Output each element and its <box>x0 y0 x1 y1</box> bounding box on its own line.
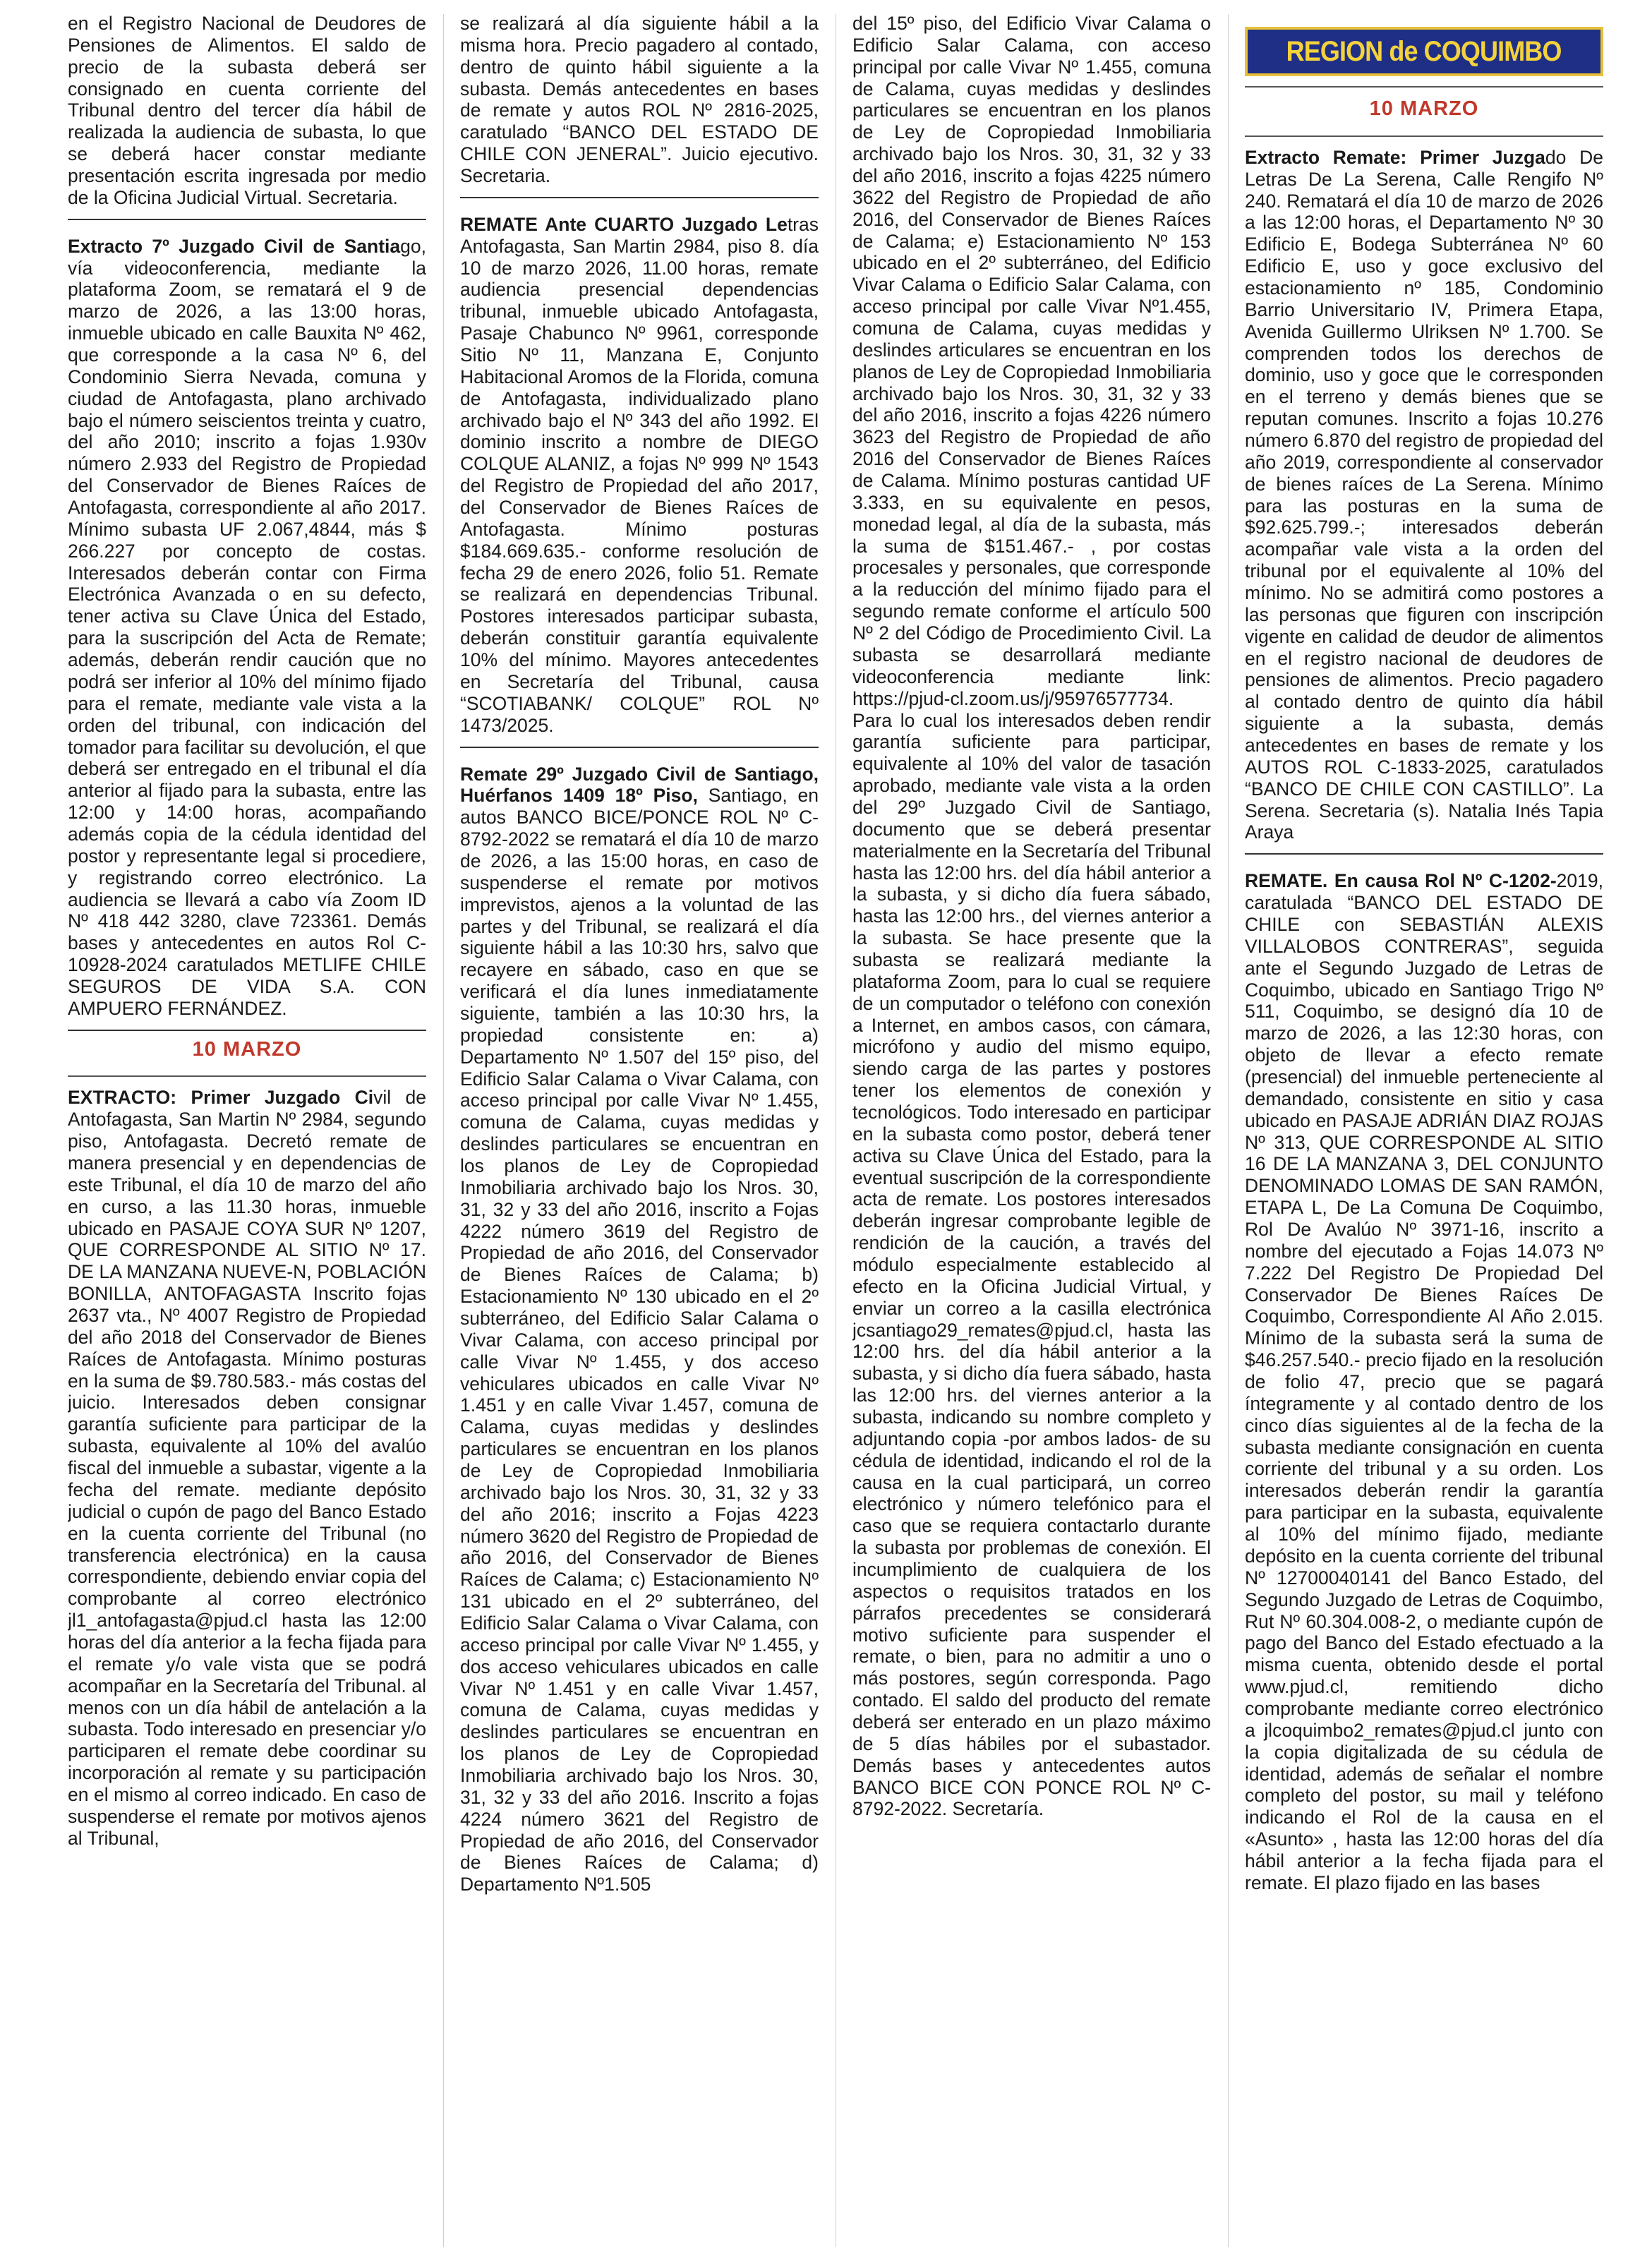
notice-heading: Extracto Remate: Primer Juzga <box>1245 146 1545 168</box>
notice-separator <box>460 197 819 198</box>
column-2 <box>460 13 819 2250</box>
column-4 <box>1245 13 1603 2250</box>
region-title: REGION de COQUIMBO <box>1286 35 1562 67</box>
notice-primer-juzgado-la-serena <box>1245 147 1603 844</box>
column-1 <box>68 13 426 2250</box>
notice-29-juzgado-santiago <box>460 764 819 1896</box>
notice-body: Santiago, en autos BANCO BICE/PONCE ROL Nº C-8792-2022 se rematará el día 10 de marzo de 2026, a las 15:00 horas, en caso de suspenderse el remate por motivos imprevistos, ajenos a la voluntad de las partes y del Tribunal, se realizará el día siguiente hábil a las 10:30 hrs, salvo que recayere en sábado, caso en que se verificará el día lunes inmediatamente siguiente, también a las 10:30 hrs, la propiedad consistente en: a) Departamento Nº 1.507 del 15º piso, del Edificio Salar Calama o Vivar Calama, con acceso principal por calle Vivar Nº 1.455, comuna de Calama, cuyas medidas y deslindes particulares se encuentran en los planos de Ley de Copropiedad Inmobiliaria archivado bajo los Nros. 30, 31, 32 y 33 del año 2016, inscrito a Fojas 4222 número 3619 del Registro de Propiedad de año 2016, del Conservador de Bienes Raíces de Calama; b) Estacionamiento Nº 130 ubicado en el 2º subterráneo, del Edificio Salar Calama o Vivar Calama, con acceso principal por calle Vivar Nº 1.455, y dos acceso vehiculares ubicados en calle Vivar Nº 1.451 y en calle Vivar 1.457, comuna de Calama, cuyas medidas y deslindes particulares se encuentran en los planos de Ley de Copropiedad Inmobiliaria archivado bajo los Nros. 30, 31, 32 y 33 del año 2016; inscrito a Fojas 4223 número 3620 del Registro de Propiedad de año 2016, del Conservador de Bienes Raíces de Calama; c) Estacionamiento Nº 131 ubicado en el 2º subterráneo, del Edificio Salar Calama o Vivar Calama, con acceso principal por calle Vivar Nº 1.455, y dos acceso vehiculares ubicados en calle Vivar Nº 1.451 y en calle Vivar 1.457, comuna de Calama, cuyas medidas y deslindes particulares se encuentran en los planos de Ley de Copropiedad Inmobiliaria archivado bajo los Nros. 30, 31, 32 y 33 del año 2016. Inscrito a fojas 4224 número 3621 del Registro de Propiedad de año 2016, del Conservador de Bienes Raíces de Calama; d) Departamento Nº1.505 <box>460 785 819 1895</box>
date-heading: 10 MARZO <box>1369 97 1479 120</box>
notice-body: 2019, caratulada “BANCO DEL ESTADO DE CHILE con SEBASTIÁN ALEXIS VILLALOBOS CONTRERAS”, seguida ante el Segundo Juzgado de Letras de Coquimbo, ubicado en Santiago Trigo Nº 511, Coquimbo, se designó día 10 de marzo de 2026, a las 12:30 horas, con objeto de llevar a efecto remate (presencial) del inmueble perteneciente al demandado, consistente en sitio y casa ubicado en PASAJE ADRIÁN DIAZ ROJAS Nº 313, QUE CORRESPONDE AL SITIO 16 DE LA MANZANA 3, DEL CONJUNTO DENOMINADO LOMAS DE SAN RAMÓN, ETAPA L, De La Comuna De Coquimbo, Rol De Avalúo Nº 3971-16, inscrito a nombre del ejecutado a Fojas 14.073 Nº 7.222 Del Registro De Propiedad Del Conservador De Bienes Raíces De Coquimbo, Correspondiente Al Año 2.015. Mínimo de la subasta será la suma de $46.257.540.- precio fijado en la resolución de folio 47, precio que se pagará íntegramente y al contado dentro de los cinco días siguientes al de la fecha de la subasta mediante consignación en cuenta corriente del tribunal y a su orden. Los interesados deberán rendir la garantía para participar en la subasta, equivalente al 10% del mínimo fijado, mediante depósito en la cuenta corriente del tribunal Nº 12700040141 del Banco Estado, del Segundo Juzgado de Letras de Coquimbo, Rut Nº 60.304.008-2, o mediante cupón de pago del Banco del Estado efectuado a la misma cuenta, obtenido desde el portal www.pjud.cl, remitiendo dicho comprobante mediante correo electrónico a jlcoquimbo2_remates@pjud.cl junto con la copia digitalizada de su cédula de identidad, además de señalar el nombre completo del postor, su mail y teléfono indicando el Rol de la causa en el «Asunto» , hasta las 12:00 horas del día hábil anterior a la fecha fijada para el remate. El plazo fijado en las bases <box>1245 870 1603 1893</box>
column-3 <box>852 13 1211 2250</box>
region-rule <box>1245 86 1603 88</box>
notice-7-juzgado-santiago <box>68 236 426 1020</box>
notice-body: do De Letras De La Serena, Calle Rengifo Nº 240. Rematará el día 10 de marzo de 2026 a las 12:00 horas, el Departamento Nº 30 Edificio E, Bodega Subterránea Nº 60 Edificio E, uso y goce exclusivo del estacionamiento nº 185, Condominio Barrio Universitario IV, Primera Etapa, Avenida Guillermo Ulriksen Nº 1.700. Se comprenden todos los derechos de dominio, uso y goce que le corresponden en el terreno y demás bienes que se reputan comunes. Inscrito a fojas 10.276 número 6.870 del registro de propiedad del año 2019, correspondiente al conservador de bienes raíces de La Serena. Mínimo para las posturas en la suma de $92.625.799.-; interesados deberán acompañar vale vista a la orden del tribunal por el equivalente al 10% del mínimo. No se admitirá como postores a las personas que figuren con inscripción vigente en calidad de deudor de alimentos en el registro nacional de deudores de pensiones de alimentos. Precio pagadero al contado dentro de quinto día hábil siguiente a la subasta, demás antecedentes en bases de remate y los AUTOS ROL C-1833-2025, caratulados “BANCO DE CHILE CON CASTILLO”. La Serena. Secretaria (s). Natalia Inés Tapia Araya <box>1245 146 1603 843</box>
notice-heading: Extracto 7º Juzgado Civil de Santia <box>68 235 401 257</box>
notice-body: tras Antofagasta, San Martin 2984, piso 8. día 10 de marzo 2026, 11.00 horas, remate audiencia presencial dependencias tribunal, inmueble ubicado Antofagasta, Pasaje Chabunco Nº 9961, corresponde Sitio Nº 11, Manzana E, Conjunto Habitacional Aromos de la Florida, comuna de Antofagasta, individualizado plano archivado bajo el Nº 343 del año 1992. El dominio inscrito a nombre de DIEGO COLQUE ALANIZ, a fojas Nº 999 Nº 1543 del Registro de Propiedad del año 2017, del Conservador de Bienes Raíces de Antofagasta. Mínimo posturas $184.669.635.- conforme resolución de fecha 29 de enero 2026, folio 51. Remate se realizará en dependencias Tribunal. Postores interesados participar subasta, deberán constituir garantía equivalente 10% del mínimo. Mayores antecedentes en Secretaría del Tribunal, causa “SCOTIABANK/ COLQUE” ROL Nº 1473/2025. <box>460 213 819 736</box>
date-heading: 10 MARZO <box>192 1037 302 1061</box>
notice-body: vil de Antofagasta, San Martin Nº 2984, segundo piso, Antofagasta. Decretó remate de manera presencial y en dependencias de este Tribunal, el día 10 de marzo del año en curso, a las 11.30 horas, inmueble ubicado en PASAJE COYA SUR Nº 1207, QUE CORRESPONDE AL SITIO Nº 17. DE LA MANZANA NUEVE-N, POBLACIÓN BONILLA, ANTOFAGASTA Inscrito fojas 2637 vta., Nº 4007 Registro de Propiedad del año 2018 del Conservador de Bienes Raíces de Antofagasta. Mínimo posturas en la suma de $9.780.583.- más costas del juicio. Interesados deben consignar garantía suficiente para participar de la subasta, equivalente al 10% del avalúo fiscal del inmueble a subastar, vigente a la fecha del remate. mediante depósito judicial o cupón de pago del Banco Estado en la cuenta corriente del Tribunal (no transferencia electrónica) en la causa correspondiente, debiendo enviar copia del comprobante al correo electrónico jl1_antofagasta@pjud.cl hasta las 12:00 horas del día anterior a la fecha fijada para el remate y/o vale vista que se podrá acompañar en la Secretaría del Tribunal. al menos con un día hábil de antelación a la subasta. Todo interesado en presenciar y/o participaren el remate debe coordinar su incorporación al remate y su participación en el mismo al correo indicado. En caso de suspenderse el remate por motivos ajenos al Tribunal, <box>68 1087 426 1849</box>
notice-continuation: se realizará al día siguiente hábil a la misma hora. Precio pagadero al contado, dentro de quinto hábil siguiente a la subasta. Demás antecedentes en bases de remate y autos ROL Nº 2816-2025, caratulado “BANCO DEL ESTADO DE CHILE CON JENERAL”. Juicio ejecutivo. Secretaria. <box>460 13 819 187</box>
notice-body: go, vía videoconferencia, mediante la plataforma Zoom, se rematará el 9 de marzo de 2026, a las 13:00 horas, inmueble ubicado en calle Bauxita Nº 462, que corresponde a la casa Nº 6, del Condominio Sierra Nevada, comuna y ciudad de Antofagasta, plano archivado bajo el número seiscientos treinta y cuatro, del año 2010; inscrito a fojas 1.930v número 2.933 del Registro de Propiedad del Conservador de Bienes Raíces de Antofagasta, correspondiente al año 2017. Mínimo subasta UF 2.067,4844, más $ 266.227 por concepto de costas. Interesados deberán contar con Firma Electrónica Avanzada o en su defecto, tener activa su Clave Única del Estado, para la suscripción del Acta de Remate; además, deberán rendir caución que no podrá ser inferior al 10% del mínimo fijado para el remate, mediante vale vista a la orden del tribunal, con indicación del tomador para facilitar su devolución, el que deberá ser entregado en el tribunal el día anterior al fijado para la subasta, entre las 12:00 y 14:00 horas, acompañando además copia de la cédula identidad del postor y representante legal si procediere, y registrando correo electrónico. La audiencia se llevará a cabo vía Zoom ID Nº 418 442 3280, clave 723361. Demás bases y antecedentes en autos Rol C-10928-2024 caratulados METLIFE CHILE SEGUROS DE VIDA S.A. CON AMPUERO FERNÁNDEZ. <box>68 235 426 1019</box>
notice-separator <box>1245 853 1603 855</box>
notice-heading: EXTRACTO: Primer Juzgado Ci <box>68 1087 374 1109</box>
notice-separator <box>460 747 819 748</box>
column-divider <box>1228 14 1229 2247</box>
column-divider <box>443 14 444 2247</box>
notice-heading: REMATE. En causa Rol Nº C-1202- <box>1245 870 1557 892</box>
date-rule <box>1245 135 1603 137</box>
date-rule <box>68 1075 426 1077</box>
notice-continuation: en el Registro Nacional de Deudores de Pensiones de Alimentos. El saldo de precio de la subasta deberá ser consignado en cuenta corriente del Tribunal dentro del tercer día hábil de realizada la audiencia de subasta, lo que se deberá hacer constar mediante presentación escrita ingresada por medio de la Oficina Judicial Virtual. Secretaria. <box>68 13 426 208</box>
notice-separator <box>68 219 426 220</box>
notice-separator <box>68 1030 426 1031</box>
notice-primer-juzgado-antofagasta <box>68 1087 426 1849</box>
notice-cuarto-juzgado-antofagasta <box>460 214 819 737</box>
region-banner <box>1245 27 1603 76</box>
notice-heading: REMATE Ante CUARTO Juzgado Le <box>460 213 788 235</box>
notice-continuation: del 15º piso, del Edificio Vivar Calama o Edificio Salar Calama, con acceso principal por calle Vivar Nº 1.455, comuna de Calama, cuyas medidas y deslindes particulares se encuentran en los planos de Ley de Copropiedad Inmobiliaria archivado bajo los Nros. 30, 31, 32 y 33 del año 2016, inscrito a fojas 4225 número 3622 del Registro de Propiedad de año 2016, del Conservador de Bienes Raíces de Calama; e) Estacionamiento Nº 153 ubicado en el 2º subterráneo, del Edificio Vivar Calama o Edificio Salar Calama, con acceso principal por calle Vivar Nº1.455, comuna de Calama, cuyas medidas y deslindes articulares se encuentran en los planos de Ley de Copropiedad Inmobiliaria archivado bajo los Nros. 30, 31, 32 y 33 del año 2016, inscrito a fojas 4226 número 3623 del Registro de Propiedad de año 2016 del Conservador de Bienes Raíces de Calama. Mínimo posturas cantidad UF 3.333, en su equivalente en pesos, monedad legal, al día de la subasta, más la suma de $151.467.- , por costas procesales y personales, que corresponde a la reducción del mínimo fijado para el segundo remate conforme el artículo 500 Nº 2 del Código de Procedimiento Civil. La subasta se desarrollará mediante videoconferencia mediante link: https://pjud-cl.zoom.us/j/95976577734. Para lo cual los interesados deben rendir garantía suficiente para participar, equivalente al 10% del valor de tasación aprobado, mediante vale vista a la orden del 29º Juzgado Civil de Santiago, documento que se deberá presentar materialmente en la Secretaría del Tribunal hasta las 12:00 hrs. del día hábil anterior a la subasta, y si dicho día fuera sábado, hasta las 12:00 hrs., del viernes anterior a la subasta. Se hace presente que la subasta se realizará mediante la plataforma Zoom, para lo cual se requiere de un computador o teléfono con conexión a Internet, en ambos casos, con cámara, micrófono y audio del mismo equipo, siendo carga de las partes y postores tener los elementos de conexión y tecnológicos. Todo interesado en participar en la subasta como postor, deberá tener activa su Clave Única del Estado, para la eventual suscripción de la correspondiente acta de remate. Los postores interesados deberán ingresar comprobante legible de rendición de la caución, a través del módulo especialmente establecido al efecto en la Oficina Judicial Virtual, y enviar un correo a la casilla electrónica jcsantiago29_remates@pjud.cl, hasta las 12:00 hrs. del día hábil anterior a la subasta, y si dicho día fuera sábado, hasta las 12:00 hrs. del viernes anterior a la subasta, indicando su nombre completo y adjuntando copia -por ambos lados- de su cédula de identidad, indicando el rol de la causa en la cual participará, un correo electrónico y número telefónico para el caso que se requiera contactarlo durante la subasta por problemas de conexión. El incumplimiento de cualquiera de los aspectos o requisitos tratados en los párrafos precedentes se considerará motivo suficiente para suspender el remate, o bien, para no admitir a uno o más postores, según corresponda. Pago contado. El saldo del producto del remate deberá ser enterado en un plazo máximo de 5 días hábiles por el subastador. Demás bases y antecedentes autos BANCO BICE CON PONCE ROL Nº C-8792-2022. Secretaría. <box>852 13 1211 1820</box>
notice-heading: Remate 29º Juzgado Civil de Santiago, Huérfanos 1409 18º Piso, <box>460 763 819 807</box>
notice-segundo-juzgado-coquimbo <box>1245 870 1603 1893</box>
